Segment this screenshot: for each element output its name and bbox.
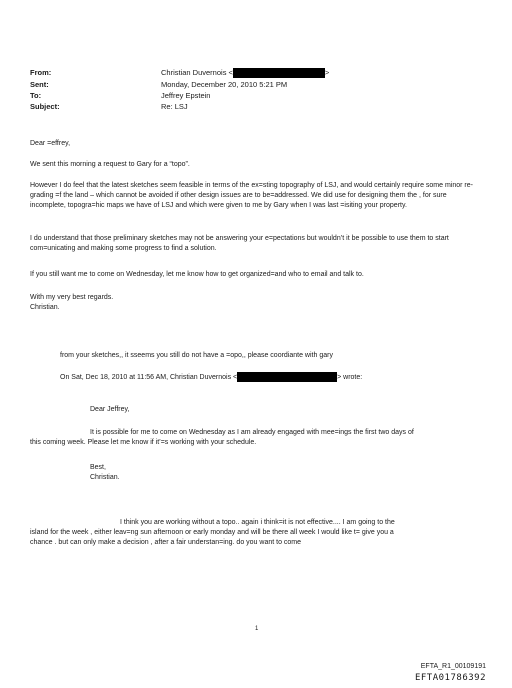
from-tail: >	[324, 68, 330, 77]
subject-label: Subject:	[30, 102, 60, 111]
bates-id-2: EFTA01786392	[414, 673, 486, 683]
reply-2-line-1: I think you are working without a topo.. again i think=it is not effective.... I am going to the	[120, 519, 395, 526]
closing-name: Christian.	[30, 304, 60, 311]
quoted-on-suffix: > wrote:	[337, 373, 363, 381]
paragraph-2: However I do feel that the latest sketches seem feasible in terms of the ex=sting topography of LSJ, and would certainly require some minor re-grading =f the land – which cannot be avoided if other design issues are to be=addressed. We did use for designing them the , for sure incomplete, topogra=hic maps we have of LSJ and which were given to me by Gary when I was last =isiting your property.	[30, 182, 473, 209]
from-label: From:	[30, 68, 52, 77]
greeting: Dear =effrey,	[30, 140, 71, 147]
quoted-on-prefix: On Sat, Dec 18, 2010 at 11:56 AM, Christian Duvernois <	[60, 373, 238, 381]
redaction-block	[237, 372, 337, 382]
quoted-body	[30, 428, 482, 448]
paragraph-1: We sent this morning a request to Gary for a “topo”.	[30, 161, 190, 168]
paragraph-3: I do understand that those preliminary sketches may not be answering your e=pectations but wouldn’t it be possible to use them to start com=unicating and making some progress to find a solution.	[30, 235, 449, 252]
reply-text: from your sketches,, it sseems you still do not have a =opo,, please coordiante with gary	[60, 352, 333, 359]
quoted-header	[60, 372, 484, 383]
reply-2-line-3: chance . but can only make a decision , after a fair understan=ing. do you want to come	[30, 539, 302, 546]
paragraph-4: If you still want me to come on Wednesday, let me know how to get organized=and who to email and talk to.	[30, 271, 364, 278]
to-label: To:	[30, 91, 42, 100]
quoted-line-2: this coming week. Please let me know if it’=s working with your schedule.	[30, 439, 257, 446]
page-number: 1	[255, 626, 259, 632]
subject-value: Re: LSJ	[161, 102, 188, 111]
from-name: Christian Duvernois <	[161, 68, 233, 77]
redaction-block	[233, 68, 325, 78]
sent-value: Monday, December 20, 2010 5:21 PM	[161, 80, 288, 89]
quoted-best: Best,	[90, 464, 106, 471]
reply-2-body	[30, 518, 482, 548]
reply-2-line-2: island for the week , either leav=ng sun afternoon or early monday and will be there all week I would like t= give you a	[30, 529, 394, 536]
quoted-line-1: It is possible for me to come on Wednesday as I am already engaged with mee=ings the first two days of	[90, 429, 414, 436]
quoted-greeting: Dear Jeffrey,	[90, 406, 130, 413]
sent-label: Sent:	[30, 80, 49, 89]
closing-regards: With my very best regards.	[30, 294, 114, 301]
to-value: Jeffrey Epstein	[161, 91, 211, 100]
quoted-name: Christian.	[90, 474, 120, 481]
bates-id-1: EFTA_R1_00109191	[420, 663, 486, 670]
from-value	[161, 68, 329, 78]
